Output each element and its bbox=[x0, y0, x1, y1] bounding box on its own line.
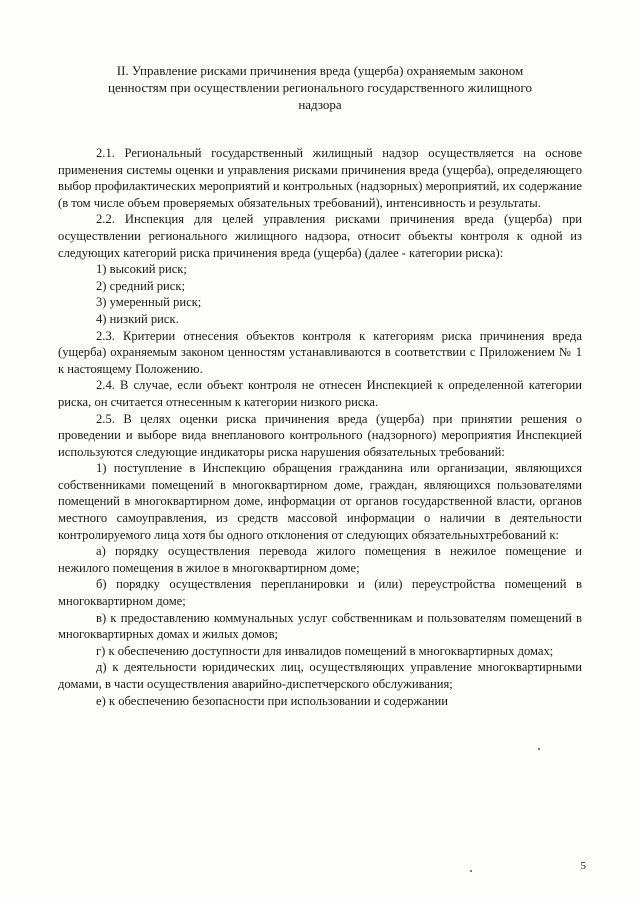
paragraph-2-3: 2.3. Критерии отнесения объектов контроля к категориям риска причинения вреда (ущерба) охраняемым законом ценностям устанавливаются в соответствии с Приложением № 1 к настоящему Положению. bbox=[58, 328, 582, 376]
scan-speck bbox=[470, 870, 472, 872]
risk-category-moderate: 3) умеренный риск; bbox=[96, 295, 202, 310]
indicator-item-v: в) к предоставлению коммунальных услуг собственникам и пользователям помещений в многоквартирных домах и жилых домов; bbox=[58, 610, 582, 642]
risk-category-medium: 2) средний риск; bbox=[96, 278, 185, 293]
paragraph-2-1: 2.1. Региональный государственный жилищный надзор осуществляется на основе применения системы оценки и управления рисками причинения вреда (ущерба), определяющего выбор профилактических мероприятий и контрольных (надзорных) мероприятий, их содержание (в том числе объем проверяемых обязательных требований), интенсивность и результаты. bbox=[58, 146, 582, 210]
scan-speck bbox=[538, 748, 540, 750]
indicator-item-d: д) к деятельности юридических лиц, осуществляющих управление многоквартирными домами, в части осуществления аварийно-диспетчерского обслуживания; bbox=[58, 660, 582, 691]
paragraph-2-5: 2.5. В целях оценки риска причинения вреда (ущерба) при принятии решения о проведении и выборе вида внепланового контрольного (надзорного) мероприятия Инспекцией используются следующие индикаторы риска нарушения обязательных требований: bbox=[58, 411, 582, 459]
heading-line-2: ценностям при осуществлении регионального государственного жилищного bbox=[107, 80, 533, 95]
risk-category-high: 1) высокий риск; bbox=[96, 262, 187, 277]
paragraph-2-2: 2.2. Инспекция для целей управления рисками причинения вреда (ущерба) при осуществлении регионального жилищного надзора, относит объекты контроля к одной из следующих категорий риска причинения вреда (ущерба) (далее - категории риска): bbox=[58, 212, 582, 260]
page-number: 5 bbox=[580, 860, 586, 873]
section-heading bbox=[58, 62, 582, 113]
indicator-item-g: г) к обеспечению доступности для инвалидов помещений в многоквартирных домах; bbox=[96, 643, 554, 658]
paragraph-2-4: 2.4. В случае, если объект контроля не отнесен Инспекцией к определенной категории риска, он считается отнесенным к категории низкого риска. bbox=[58, 378, 582, 409]
heading-line-1: II. Управление рисками причинения вреда (ущерба) охраняемым законом bbox=[116, 63, 524, 78]
risk-category-low: 4) низкий риск. bbox=[96, 311, 179, 326]
indicator-item-e: е) к обеспечению безопасности при использовании и содержании bbox=[96, 693, 448, 708]
heading-line-3: надзора bbox=[298, 97, 342, 112]
risk-indicator-1: 1) поступление в Инспекцию обращения гражданина или организации, являющихся собственниками помещений в многоквартирном доме, граждан, являющихся пользователями помещений в многоквартирном доме, информации от органов государственной власти, органов местного самоуправления, из средств массовой информации о наличии в деятельности контролируемого лица хотя бы одного отклонения от следующих обязательныхтребований к: bbox=[58, 461, 582, 542]
indicator-item-a: а) порядку осуществления перевода жилого помещения в нежилое помещение и нежилого помещения в жилое в многоквартирном доме; bbox=[58, 544, 582, 575]
indicator-item-b: б) порядку осуществления перепланировки и (или) переустройства помещений в многоквартирном доме; bbox=[58, 577, 582, 609]
